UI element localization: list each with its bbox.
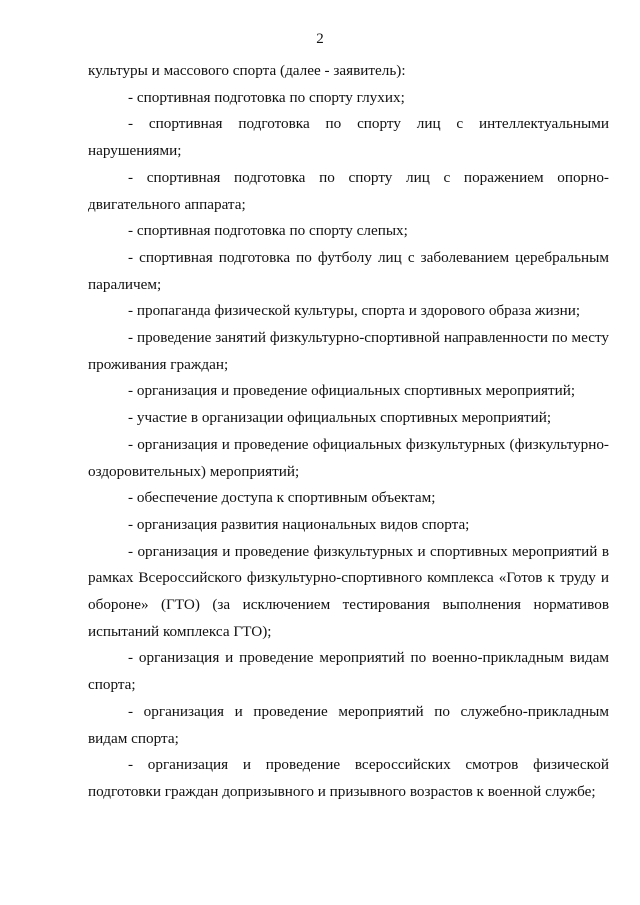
list-item: - спортивная подготовка по спорту слепых; — [128, 222, 408, 240]
list-item: - организация и проведение всероссийских смотров физической подготовки граждан допризывного и призывного возрастов к военной службе; — [88, 756, 609, 800]
paragraph-continuation: культуры и массового спорта (далее - заявитель): — [88, 62, 406, 79]
list-item: - обеспечение доступа к спортивным объектам; — [128, 489, 436, 507]
document-body — [88, 58, 609, 806]
list-item: - организация и проведение мероприятий по военно-прикладным видам спорта; — [88, 649, 609, 694]
list-item: - спортивная подготовка по спорту лиц с интеллектуальными нарушениями; — [88, 115, 609, 160]
list-item: - организация и проведение официальных спортивных мероприятий; — [128, 382, 576, 400]
list-item: - проведение занятий физкультурно-спортивной направленности по месту проживания граждан; — [88, 329, 609, 373]
page-number: 2 — [316, 31, 324, 47]
list-item: - организация и проведение физкультурных и спортивных мероприятий в рамках Всероссийского физкультурно-спортивного комплекса «Готов к труду и обороне» (ГТО) (за исключением тестирования выполнения нормативов испытаний комплекса ГТО); — [88, 542, 609, 640]
list-item: - организация и проведение официальных физкультурных (физкультурно-оздоровительных) мероприятий; — [88, 435, 609, 480]
list-item: - пропаганда физической культуры, спорта и здорового образа жизни; — [128, 302, 581, 320]
list-item: - участие в организации официальных спортивных мероприятий; — [128, 409, 552, 427]
list-item: - организация развития национальных видов спорта; — [128, 515, 470, 533]
list-item: - организация и проведение мероприятий по служебно-прикладным видам спорта; — [88, 702, 609, 747]
list-item: - спортивная подготовка по футболу лиц с заболеванием церебральным параличем; — [88, 248, 609, 293]
list-item: - спортивная подготовка по спорту глухих; — [128, 88, 405, 106]
list-item: - спортивная подготовка по спорту лиц с поражением опорно-двигательного аппарата; — [88, 168, 609, 213]
